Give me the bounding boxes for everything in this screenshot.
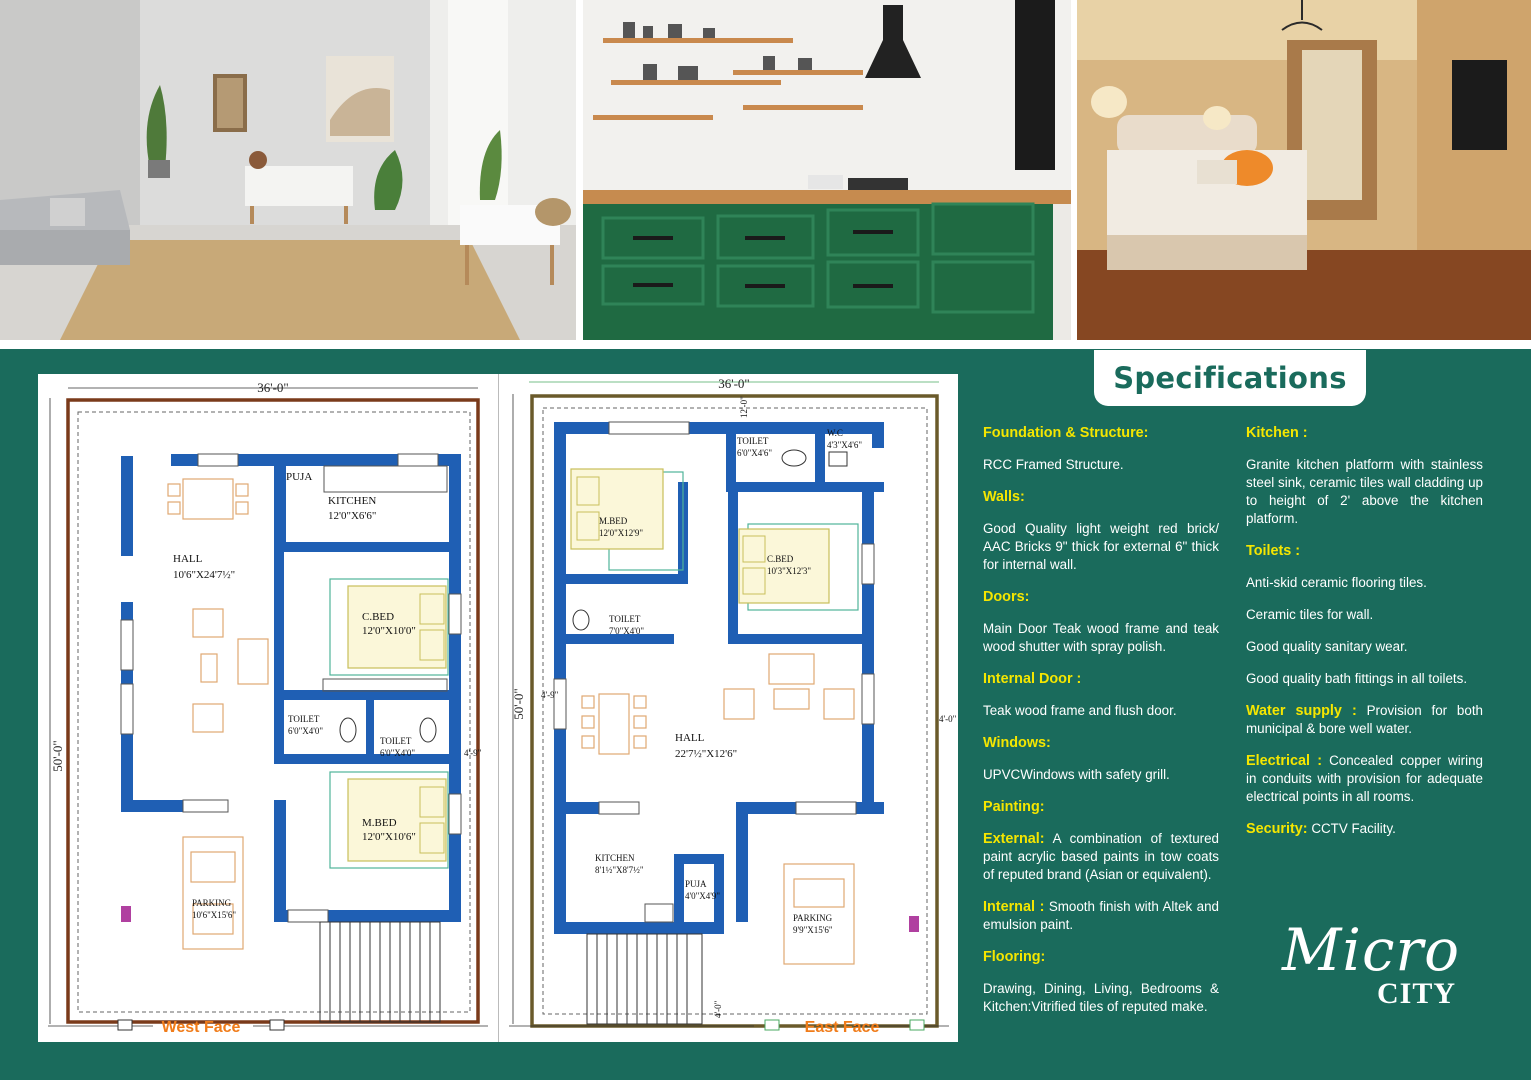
- west-mbed-size: 12'0"X10'6": [362, 831, 416, 843]
- internal-door-text: Teak wood frame and flush door.: [983, 703, 1177, 718]
- security-label: Security:: [1246, 821, 1308, 837]
- east-toilet2-size: 7'0"X4'0": [609, 626, 645, 636]
- east-face-label: East Face: [804, 1019, 880, 1036]
- living-room-photo: [0, 0, 576, 340]
- kitchen-text: Granite kitchen platform with stainless steel sink, ceramic tiles wall cladding up to height of 2' above the kitchen platform.: [1246, 457, 1483, 526]
- east-parking-label: PARKING: [793, 913, 833, 923]
- flooring-heading: Flooring:: [983, 949, 1046, 965]
- electrical-text: Concealed copper wiring in conduits with provision for adequate electrical points in all rooms.: [1246, 753, 1484, 804]
- windows-heading: Windows:: [983, 735, 1051, 751]
- painting-internal: [983, 898, 1219, 934]
- security-text: CCTV Facility.: [1307, 821, 1396, 836]
- toilets-text-1: Anti-skid ceramic flooring tiles.: [1246, 575, 1427, 590]
- west-hall-size: 10'6"X24'7½": [173, 569, 236, 581]
- internal-label: Internal :: [983, 899, 1045, 915]
- east-wc-size: 4'3"X4'6": [827, 440, 863, 450]
- east-toilet1-size: 6'0"X4'6": [737, 448, 773, 458]
- water-supply: [1246, 702, 1483, 738]
- west-parking-label: PARKING: [192, 898, 232, 908]
- security: [1246, 820, 1483, 838]
- west-height-dim: 50'-0": [50, 740, 65, 772]
- east-bottom-dim: 4'-0": [713, 1000, 723, 1018]
- west-face-label: West Face: [161, 1019, 241, 1036]
- east-parking-size: 9'9"X15'6": [793, 925, 833, 935]
- flooring-text: Drawing, Dining, Living, Bedrooms & Kitchen:Vitrified tiles of reputed make.: [983, 981, 1219, 1014]
- east-wc-label: W.C: [827, 428, 843, 438]
- east-hall-size: 22'7½"X12'6": [675, 748, 738, 760]
- west-cbed-label: C.BED: [362, 611, 395, 623]
- electrical-label: Electrical :: [1246, 753, 1323, 769]
- east-cbed-label: C.BED: [767, 554, 794, 564]
- west-toilet1-label: TOILET: [288, 714, 320, 724]
- west-width-dim: 36'-0": [257, 380, 289, 395]
- external-text: A combination of textured paint acrylic based paints in tow coats of reputed brand (Asian or equivalent).: [983, 831, 1219, 882]
- east-toilet1-label: TOILET: [737, 436, 769, 446]
- east-cbed-size: 10'3"X12'3": [767, 566, 812, 576]
- logo-micro-text: Micro: [1282, 916, 1461, 984]
- specifications-title: Specifications: [1113, 361, 1347, 395]
- east-left-dim: 4'-9": [541, 690, 559, 700]
- specs-column-left: [983, 424, 1219, 1030]
- east-hall-label: HALL: [675, 732, 705, 744]
- west-side-dim: 4'-9": [464, 748, 482, 758]
- water-label: Water supply :: [1246, 703, 1357, 719]
- east-height-dim: 50'-0": [511, 688, 526, 720]
- specifications-title-tab: [1094, 350, 1366, 406]
- west-face-plan: [38, 374, 498, 1042]
- toilets-text-4: Good quality bath fittings in all toilets.: [1246, 671, 1468, 686]
- east-kitchen-label: KITCHEN: [595, 853, 635, 863]
- toilets-text-2: Ceramic tiles for wall.: [1246, 607, 1374, 622]
- east-kitchen-size: 8'1½"X8'7½": [595, 865, 644, 875]
- east-top-dim: 12'-0": [739, 396, 749, 418]
- east-mbed-label: M.BED: [599, 516, 628, 526]
- logo-city-text: CITY: [1377, 977, 1457, 1010]
- internal-text: Smooth finish with Altek and emulsion paint.: [983, 899, 1219, 932]
- west-mbed-label: M.BED: [362, 817, 397, 829]
- west-puja-label: PUJA: [286, 471, 313, 483]
- kitchen-heading: Kitchen :: [1246, 425, 1308, 441]
- walls-heading: Walls:: [983, 489, 1025, 505]
- west-cbed-size: 12'0"X10'0": [362, 625, 416, 637]
- toilets-heading: Toilets :: [1246, 543, 1301, 559]
- photo-strip: [0, 0, 1531, 340]
- micro-city-logo: [1262, 915, 1482, 1015]
- external-label: External:: [983, 831, 1045, 847]
- foundation-text: RCC Framed Structure.: [983, 457, 1124, 472]
- walls-text: Good Quality light weight red brick/ AAC Bricks 9" thick for external 6" thick for internal wall.: [983, 521, 1219, 572]
- water-text: Provision for both municipal & bore well water.: [1246, 703, 1483, 736]
- windows-text: UPVCWindows with safety grill.: [983, 767, 1170, 782]
- east-puja-size: 4'0"X4'9": [685, 891, 721, 901]
- west-toilet1-size: 6'0"X4'0": [288, 726, 324, 736]
- floor-plans-panel: [38, 374, 958, 1042]
- west-kitchen-label: KITCHEN: [328, 495, 377, 507]
- east-face-plan: [499, 374, 958, 1042]
- painting-heading: Painting:: [983, 799, 1045, 815]
- west-kitchen-size: 12'0"X6'6": [328, 510, 377, 522]
- east-puja-label: PUJA: [685, 879, 707, 889]
- bedroom-photo: [1077, 0, 1531, 340]
- doors-heading: Doors:: [983, 589, 1030, 605]
- west-toilet2-size: 6'0"X4'0": [380, 748, 416, 758]
- toilets-text-3: Good quality sanitary wear.: [1246, 639, 1408, 654]
- internal-door-heading: Internal Door :: [983, 671, 1082, 687]
- west-parking-size: 10'6"X15'6": [192, 910, 237, 920]
- east-toilet2-label: TOILET: [609, 614, 641, 624]
- east-width-dim: 36'-0": [718, 376, 750, 391]
- east-mbed-size: 12'0"X12'9": [599, 528, 644, 538]
- specs-column-right: [1246, 424, 1483, 852]
- west-toilet2-label: TOILET: [380, 736, 412, 746]
- foundation-heading: Foundation & Structure:: [983, 425, 1149, 441]
- electrical: [1246, 752, 1483, 806]
- painting-external: [983, 830, 1219, 884]
- kitchen-photo: [583, 0, 1071, 340]
- east-right-dim: 4'-0": [939, 714, 957, 724]
- doors-text: Main Door Teak wood frame and teak wood shutter with spray polish.: [983, 621, 1219, 654]
- west-hall-label: HALL: [173, 553, 203, 565]
